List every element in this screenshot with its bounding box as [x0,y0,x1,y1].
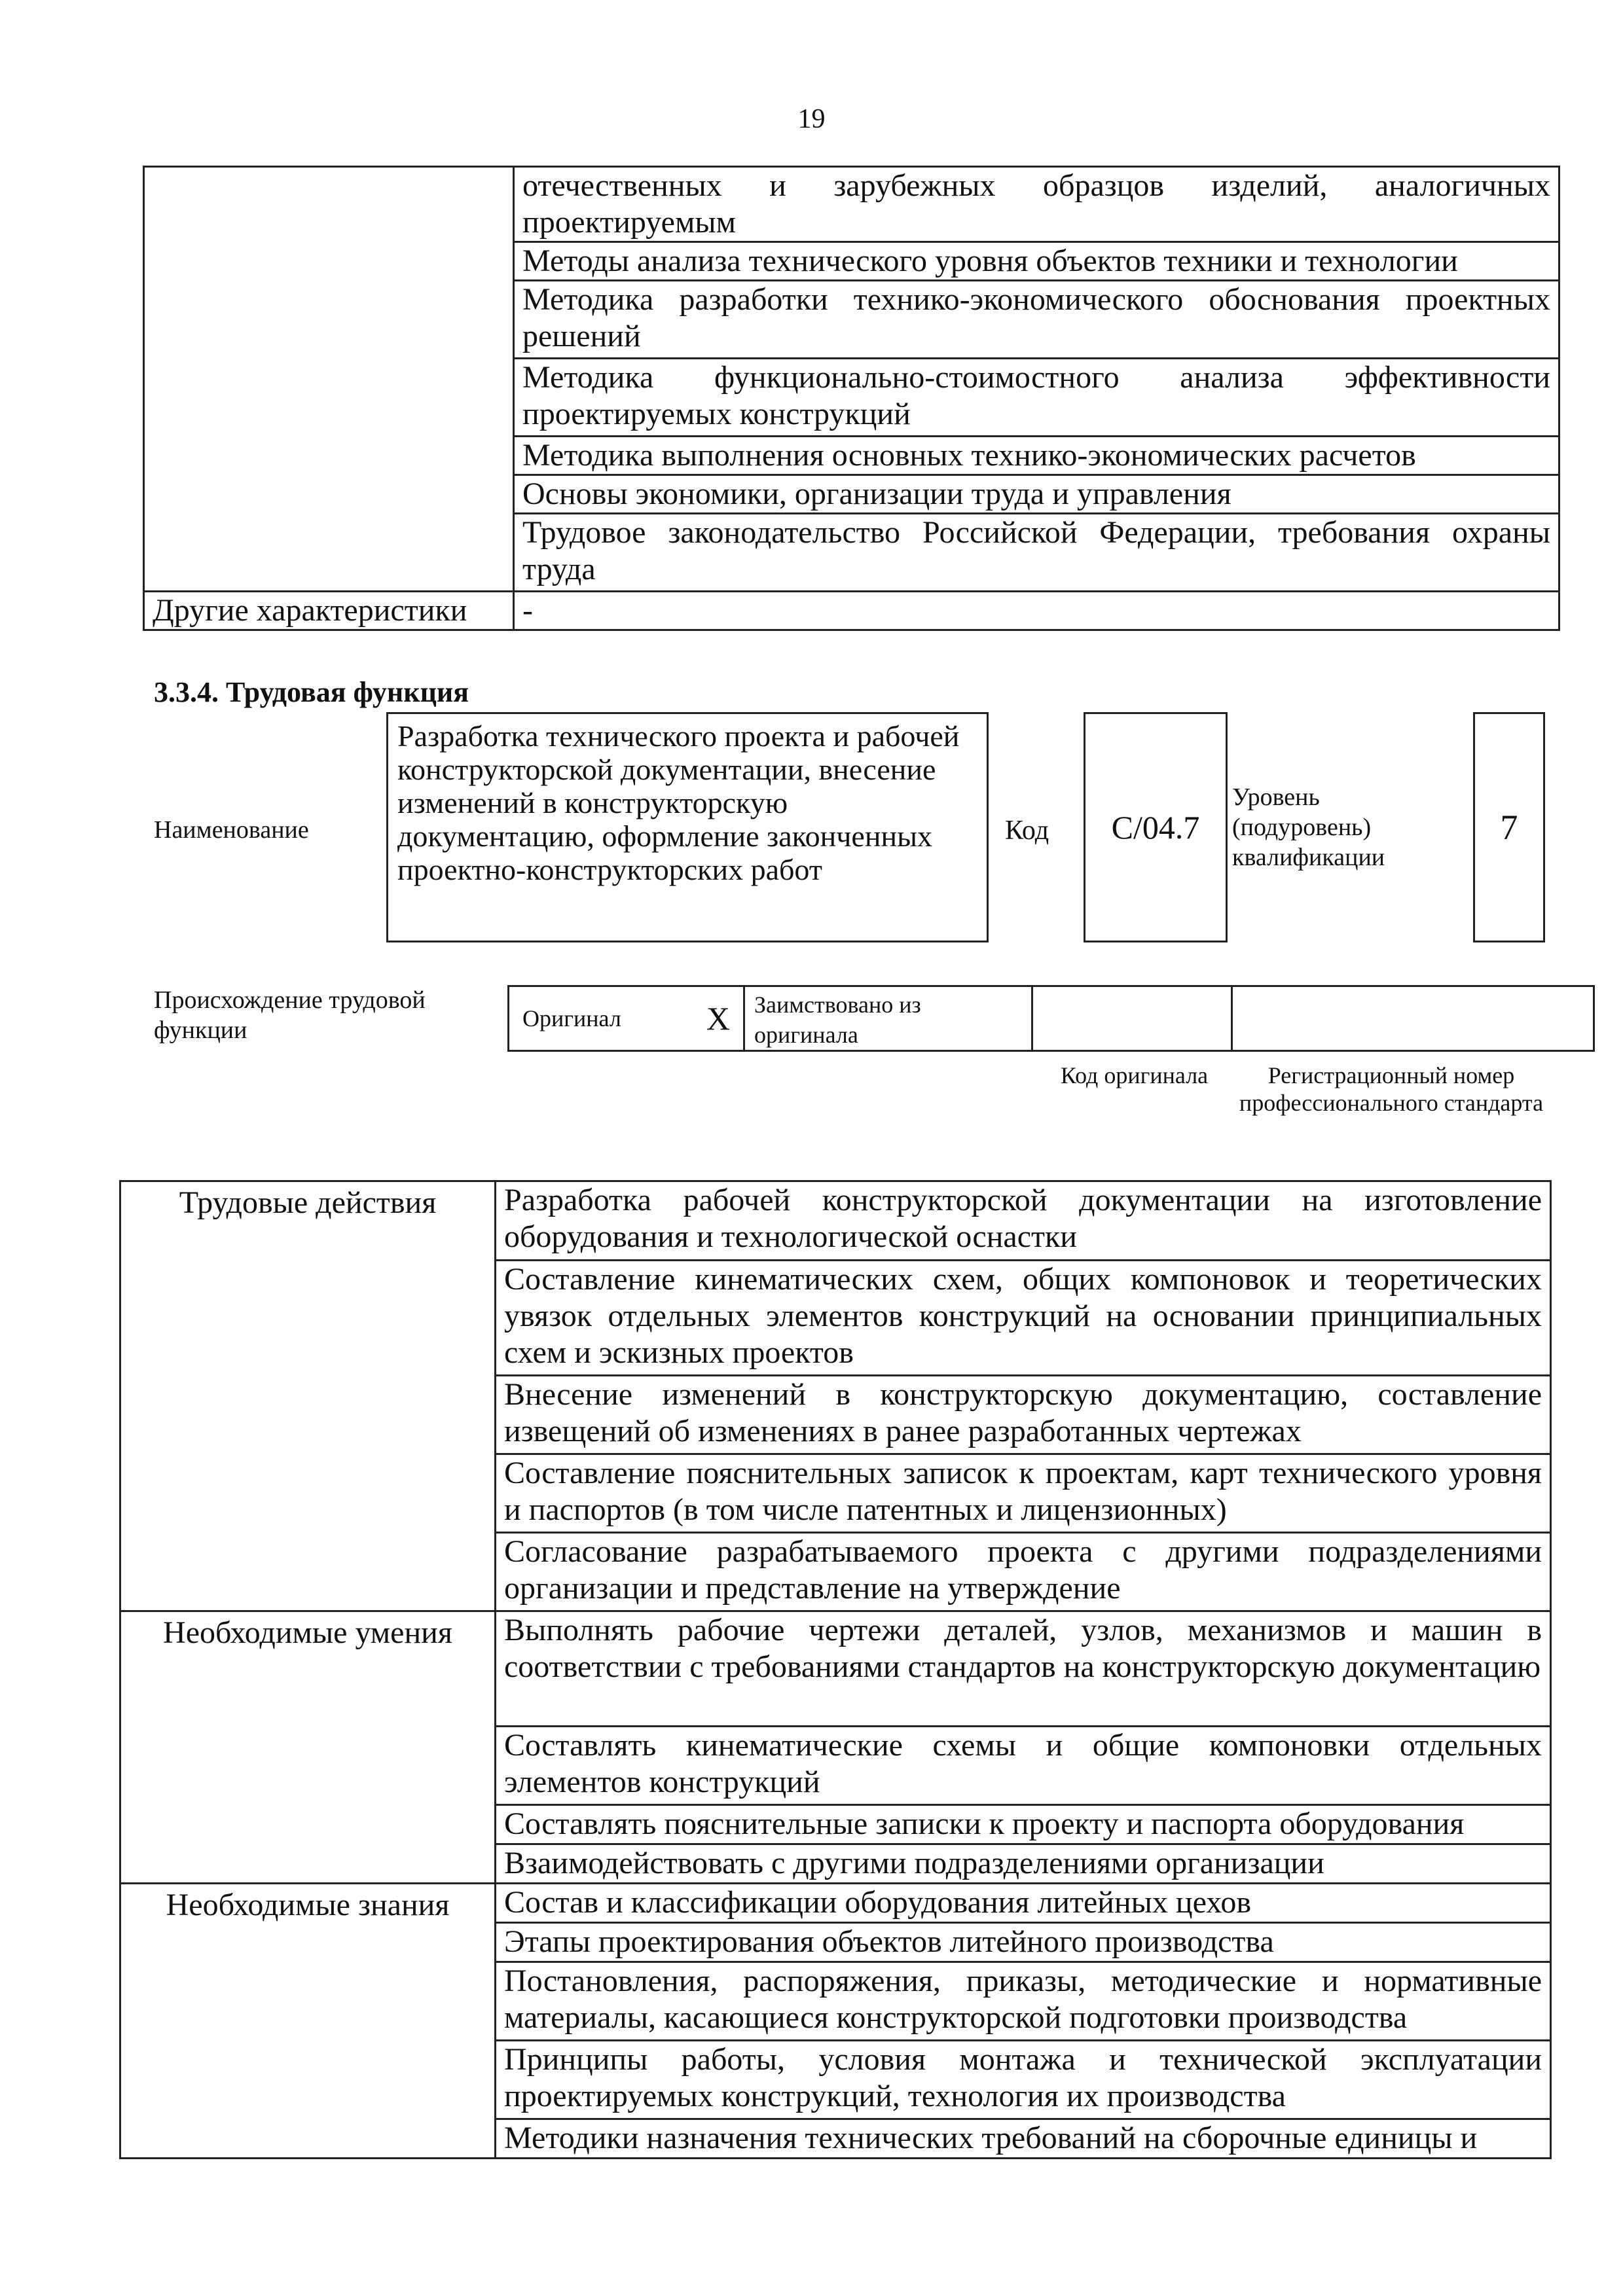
section-title: 3.3.4. Трудовая функция [154,676,469,708]
table-row [120,1884,1551,1923]
right-cell: Методы анализа технического уровня объектов техники и технологии [514,242,1559,281]
group-title: Необходимые знания [120,1884,496,2159]
table-cell: Разработка рабочей конструкторской документации на изготовление оборудования и технологической оснастки [496,1181,1551,1261]
reg-caption: Регистрационный номер профессионального стандарта [1239,1062,1544,1116]
table-cell: Составлять кинематические схемы и общие компоновки отдельных элементов конструкций [496,1727,1551,1805]
table-row [120,1181,1551,1261]
page-number: 19 [797,104,826,134]
code-label: Код [1005,816,1049,846]
table-row [144,592,1559,630]
reg-number-cell [1233,987,1593,1050]
right-cell: - [514,592,1559,630]
origin-label: Происхождение трудовой функции [154,986,426,1044]
table-cell: Выполнять рабочие чертежи деталей, узлов, механизмов и машин в соответствии с требованиями стандартов на конструкторскую документацию [496,1611,1551,1727]
left-cell [144,167,514,592]
original-label: Оригинал [522,1005,621,1031]
table-cell: Состав и классификации оборудования литейных цехов [496,1884,1551,1923]
table-cell: Составлять пояснительные записки к проекту и паспорта оборудования [496,1805,1551,1844]
table-row [144,167,1559,242]
left-cell: Другие характеристики [144,592,514,630]
table-row [120,1611,1551,1727]
right-cell: Трудовое законодательство Российской Федерации, требования охраны труда [514,514,1559,592]
table-cell: Взаимодействовать с другими подразделениями организации [496,1844,1551,1884]
function-code-box: C/04.7 [1084,712,1228,942]
main-table [119,1180,1552,2159]
original-code-cell [1033,987,1233,1050]
table-cell: Согласование разрабатываемого проекта с другими подразделениями организации и представление на утверждение [496,1533,1551,1611]
borrowed-cell: Заимствовано из оригинала [745,987,1033,1050]
table-cell: Принципы работы, условия монтажа и технической эксплуатации проектируемых конструкций, технология их производства [496,2041,1551,2119]
top-table [143,166,1560,631]
table-cell: Постановления, распоряжения, приказы, методические и нормативные материалы, касающиеся конструкторской подготовки производства [496,1962,1551,2041]
original-mark: X [706,1000,730,1037]
right-cell: Методика выполнения основных технико-экономических расчетов [514,437,1559,475]
level-value-box: 7 [1473,712,1545,942]
level-label: Уровень (подуровень) квалификации [1232,783,1385,871]
right-cell: отечественных и зарубежных образцов изделий, аналогичных проектируемым [514,167,1559,242]
right-cell: Основы экономики, организации труда и управления [514,475,1559,514]
origin-table [507,985,1595,1052]
table-cell: Составление кинематических схем, общих компоновок и теоретических увязок отдельных элементов конструкций на основании принципиальных схем и эскизных проектов [496,1261,1551,1376]
group-title: Необходимые умения [120,1611,496,1884]
group-title: Трудовые действия [120,1181,496,1611]
table-cell: Внесение изменений в конструкторскую документацию, составление извещений об изменениях в ранее разработанных чертежах [496,1376,1551,1454]
name-label: Наименование [154,816,309,844]
original-cell [509,987,745,1050]
function-name-box: Разработка технического проекта и рабочей конструкторской документации, внесение изменений в конструкторскую документацию, оформление законченных проектно-конструкторских работ [386,712,989,942]
right-cell: Методика функционально-стоимостного анализа эффективности проектируемых конструкций [514,359,1559,437]
table-cell: Методики назначения технических требований на сборочные единицы и [496,2119,1551,2159]
code-caption: Код оригинала [1060,1062,1209,1088]
right-cell: Методика разработки технико-экономического обоснования проектных решений [514,281,1559,359]
table-cell: Этапы проектирования объектов литейного производства [496,1923,1551,1962]
table-cell: Составление пояснительных записок к проектам, карт технического уровня и паспортов (в том числе патентных и лицензионных) [496,1454,1551,1533]
